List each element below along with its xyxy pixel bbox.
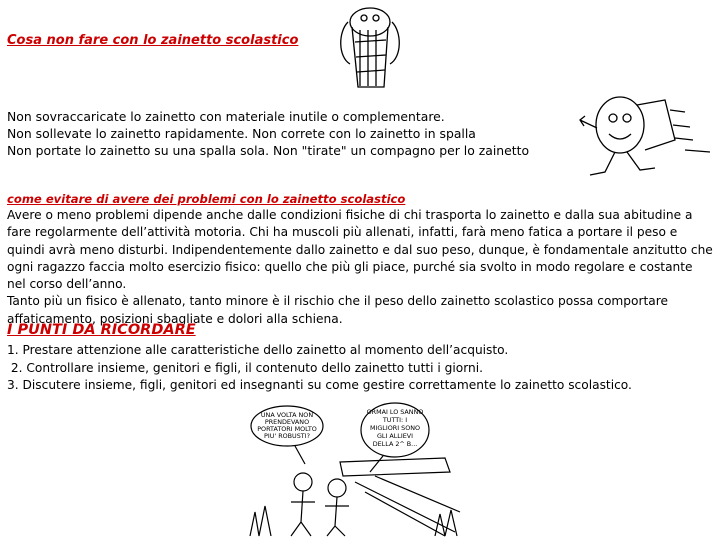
title-come-evitare: come evitare di avere dei problemi con lo zainetto scolastico <box>7 192 406 206</box>
bubble-right-text: TUTTI: I <box>382 416 408 424</box>
running-backpack-illustration <box>575 80 715 185</box>
title-punti-da-ricordare: I PUNTI DA RICORDARE <box>7 322 196 338</box>
list-item: 1. Prestare attenzione alle caratteristiche dello zainetto al momento dell’acquisto. <box>7 343 509 357</box>
list-item: 2. Controllare insieme, genitori e figli, il contenuto dello zainetto tutti i giorni. <box>7 360 484 375</box>
backpack-tower-illustration <box>330 2 410 92</box>
bubble-right-text: ORMAI LO SANNO <box>366 408 424 416</box>
body-text <box>7 207 713 328</box>
body-paragraph: Avere o meno problemi dipende anche dalle condizioni fisiche di chi trasporta lo zainetto e dalla sua abitudine a fare regolarmente dell’attività motoria. Chi ha muscoli più allenati, infatti, farà meno fatica a portare il peso e quindi avrà meno disturbi. Indipendentemente dallo zainetto e dal suo peso, dunque, è fondamentale anzitutto che ogni ragazzo faccia molto esercizio fisico: quello che più gli piace, purché sia svolto in modo regolare e costante nel corso dell’anno. <box>7 208 713 292</box>
bubble-right-text: DELLA 2^ B... <box>372 440 418 448</box>
bubble-left-text: PORTATORI MOLTO <box>257 425 317 433</box>
points-list <box>7 342 632 395</box>
cartoon-illustration <box>245 402 465 538</box>
warning-line: Non sovraccaricate lo zainetto con materiale inutile o complementare. <box>7 109 445 124</box>
bubble-right-text: MIGLIORI SONO <box>369 424 421 432</box>
bubble-right-text: GLI ALLIEVI <box>376 432 414 440</box>
bubble-left-text: UNA VOLTA NON <box>260 411 314 419</box>
bubble-left-text: PRENDEVANO <box>264 418 310 426</box>
warning-line: Non sollevate lo zainetto rapidamente. Non correte con lo zainetto in spalla <box>7 126 476 141</box>
body-paragraph: Tanto più un fisico è allenato, tanto minore è il rischio che il peso dello zainetto scolastico possa comportare affaticamento, posizioni sbagliate e dolori alla schiena. <box>7 294 668 326</box>
warning-line: Non portate lo zainetto su una spalla sola. Non "tirate" un compagno per lo zainetto <box>7 143 530 158</box>
list-item: 3. Discutere insieme, figli, genitori ed insegnanti su come gestire correttamente lo zainetto scolastico. <box>7 378 632 392</box>
title-cosa-non-fare: Cosa non fare con lo zainetto scolastico <box>7 33 299 48</box>
bubble-left-text: PIU' ROBUSTI? <box>264 432 310 440</box>
